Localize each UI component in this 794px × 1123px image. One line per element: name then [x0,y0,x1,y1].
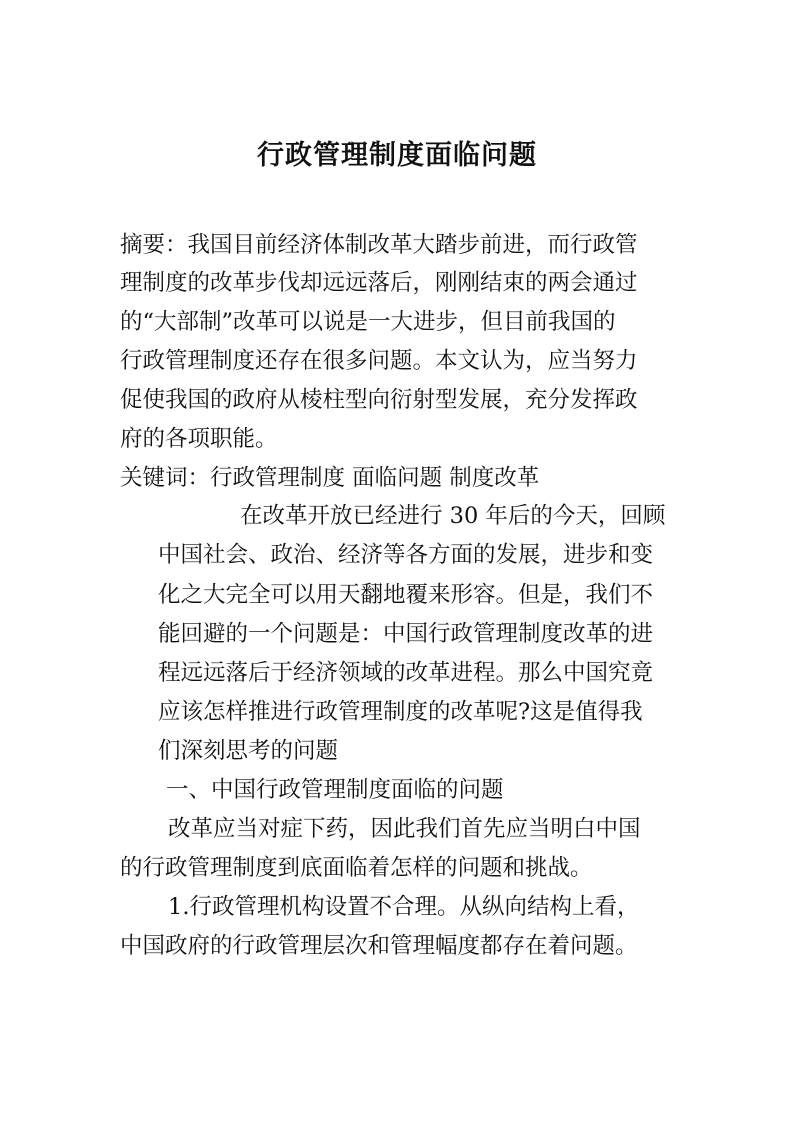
abstract-line: 理制度的改革步伐却远远落后，刚刚结束的两会通过 [120,270,638,296]
intro-line: 化之大完全可以用天翻地覆来形容。但是，我们不 [158,582,654,608]
point-1-line: 中国政府的行政管理层次和管理幅度都存在着问题。 [120,933,638,959]
intro-line: 们深刻思考的问题 [158,738,339,764]
intro-line: 能回避的一个问题是：中国行政管理制度改革的进 [158,621,654,647]
abstract-line: 摘要：我国目前经济体制改革大踏步前进，而行政管 [120,232,638,258]
abstract-line: 的“大部制”改革可以说是一大进步，但目前我国的 [120,309,616,335]
keywords-line: 关键词：行政管理制度 面临问题 制度改革 [120,465,540,491]
section-heading: 一、中国行政管理制度面临的问题 [166,777,504,803]
section-para-line: 改革应当对症下药，因此我们首先应当明白中国 [168,816,641,842]
intro-line: 中国社会、政治、经济等各方面的发展，进步和变 [158,542,654,568]
abstract-line: 行政管理制度还存在很多问题。本文认为，应当努力 [120,348,638,374]
intro-line: 应该怎样推进行政管理制度的改革呢?这是值得我 [158,699,643,725]
intro-line: 在改革开放已经进行 30 年后的今天，回顾 [240,503,666,529]
section-para-line: 的行政管理制度到底面临着怎样的问题和挑战。 [120,855,593,881]
document-title: 行政管理制度面临问题 [257,140,537,171]
abstract-line: 府的各项职能。 [120,426,278,452]
abstract-line: 促使我国的政府从棱柱型向衍射型发展，充分发挥政 [120,387,638,413]
intro-line: 程远远落后于经济领域的改革进程。那么中国究竟 [158,660,654,686]
point-1-line: 1.行政管理机构设置不合理。从纵向结构上看， [168,894,640,920]
